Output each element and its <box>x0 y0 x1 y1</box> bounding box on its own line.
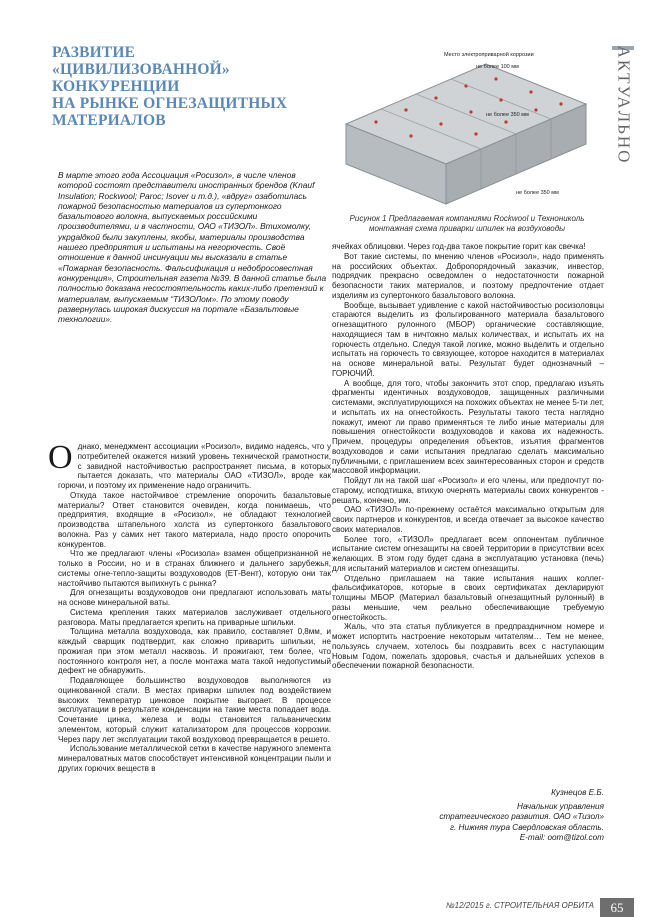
figure-caption: Рисунок 1 Предлагаемая компаниями Rockwool и Технониколь монтажная схема приварки шпилек на воздуховоды <box>349 214 585 233</box>
section-tag <box>612 45 634 165</box>
body-paragraph: Что же предлагают члены «Росизола» взамен общепризнанной не только в России, но и в странах ближнего и дальнего зарубежья, системы огне-тепло-защиты воздуховодов (ЕТ-Вент), которую они так настойчиво пытаются выпихнуть с рынка? <box>58 549 331 588</box>
body-paragraph: Для огнезащиты воздуховодов они предлагают использовать маты на основе минеральной ваты. <box>58 588 331 607</box>
author-signature <box>380 788 604 844</box>
body-paragraph: Отдельно приглашаем на такие испытания наших коллег-фальсификаторов, которые в своих сертификатах декларируют толщины МБОР (Материал базальтовый огнезащитный рулонный) в разы меньшие, чем реально обеспечивающие требуемую огнестойкость. <box>332 573 604 622</box>
author-name: Кузнецов Е.Б. <box>551 788 604 797</box>
author-location: г. Нижняя тура Свердловская область. <box>449 822 604 832</box>
page-footer <box>0 898 648 917</box>
figure-label-350a: не более 350 мм <box>486 112 529 118</box>
body-paragraph: Однако, менеджмент ассоциации «Росизол», видимо надеясь, что у потребителей окажется низкий уровень технической грамотности, с завидной настойчивостью распространяет письма, в которых пытается доказать, что материалы ОАО «ТИЗОЛ», вроде как горючи, и поэтому их применение надо ограничить. <box>48 439 331 490</box>
article-title <box>52 44 332 129</box>
body-paragraph: Откуда такое настойчивое стремление опорочить базальтовые материалы? Ответ становится очевиден, когда понимаешь, что предприятия, входящие в «Росизол», не обладают технологией производства штапельного холста из супертонкого базальтового волокна. Раз у самих нет такого материала, надо просто опорочить конкурентов. <box>58 490 331 549</box>
page-number: 65 <box>600 898 634 917</box>
author-org: стратегического развития. ОАО «Тизол» <box>439 812 604 821</box>
body-left-column <box>48 439 331 774</box>
figure-label-350b: не более 350 мм <box>516 190 559 196</box>
title-line-5: МАТЕРИАЛОВ <box>52 112 166 129</box>
body-paragraph: ячейках облицовки. Через год-два такое покрытие горит как свечка! <box>332 242 586 251</box>
body-paragraph: Более того, «ТИЗОЛ» предлагает всем оппонентам публичное испытание систем огнезащиты на своей территории в присутствии всех желающих. В этом году будет сдана в эксплуатацию установка (печь) для испытаний материалов и систем огнезащиты. <box>332 534 604 573</box>
duct-illustration <box>336 44 594 212</box>
title-line-4: НА РЫНКЕ ОГНЕЗАЩИТНЫХ <box>52 95 288 112</box>
duct-figure <box>336 44 594 212</box>
body-paragraph: А вообще, для того, чтобы закончить этот спор, предлагаю изъять фрагменты идентичных воздуховодов, защищенных различными системами, эксплуатирующихся на похожих объектах не менее 5-ти лет, и испытать их на огнестойкость. Результаты такого теста наглядно покажут, имеют ли право применяться те либо иные материалы для повышения огнестойкости воздуховодов и какова их надежность. Причем, процедуры определения объектов, изъятия фрагментов воздуховодов и сами испытания предлагаю сделать максимально публичными, с приглашением всех заинтересованных сторон и средств массовой информации. <box>332 378 604 476</box>
body-paragraph: Толщина металла воздуховода, как правило, составляет 0,8мм, и каждый сварщик подтвердит, как сложно приварить шпильки, не прожигая при этом металл насквозь. И прожигают, тем более, что постоянного контроля нет, а после монтажа мата такой недопустимый дефект не обнаружить. <box>58 627 331 676</box>
body-paragraph: ОАО «ТИЗОЛ» по-прежнему остаётся максимально открытым для своих партнеров и конкурентов, и всегда отвечает за высокое качество своих материалов. <box>332 505 604 534</box>
section-tag-label: АКТУАЛЬНО <box>614 45 634 165</box>
title-line-3: КОНКУРЕНЦИИ <box>52 78 180 95</box>
lead-paragraph: В марте этого года Ассоциация «Росизол», в числе членов которой состоят представители иностранных брендов (Knauf Insulation; Rockwool; Paroc; Isover и т.д.), «вдруг» озаботилась пожарной безопасностью материалов из супертонкого базальтового волокна, выпускаемых российскими производителями, и в частности, ОАО «ТИЗОЛ». Втихомолку, укрgalдкой были закуплены, якобы, материалы производства нашего предприятия и испытаны на негорючесть. Своё отношение к данной инсинуации мы высказали в статье «Пожарная безопасность. Фальсификация и недобросовестная конкуренция», Строительная газета №39. В данной статье была полностью доказана несостоятельность каких-либо претензий к материалам, выпускаемым “ТИЗОЛом». По этому поводу развернулась широкая дискуссия на портале «Базальтовые технологии». <box>58 170 327 325</box>
figure-label-100: не более 100 мм <box>476 64 519 70</box>
body-right-column <box>332 242 604 671</box>
body-paragraph: Вообще, вызывает удивление с какой настойчивостью росизоловцы стараются выделить из фольгированного материала базальтового огнезащитного рулонного (МБОР) органические составляющие, находящиеся там в ничтожно малых количествах, и испытать их на горючесть отдельно. Следуя такой логике, можно выделить и отдельно испытать на горючесть то связующее, которое находится в материалах на основе минеральной ваты. Результат будет однозначный – ГОРЮЧИЙ. <box>332 300 604 378</box>
body-paragraph: Система крепления таких материалов заслуживает отдельного разговора. Маты предлагается крепить на приварные шпильки. <box>58 607 331 627</box>
author-email: E-mail: oom@tizol.com <box>519 833 604 842</box>
body-paragraph: Подавляющее большинство воздуховодов выполняются из оцинкованной стали. В местах приварки шпилек под воздействием высоких температур цинковое покрытие выгорает. В процессе эксплуатации в результате конденсации на такие места попадает вода. Сочетание цинка, железа и воды становится гальваническим элементом, который служит катализатором для процессов коррозии. Через пару лет эксплуатации такой воздуховод превращается в решето. <box>58 676 331 744</box>
body-paragraph: Использование металлической сетки в качестве наружного элемента минераловатных матов способствует интенсивной концентрации пыли и других горючих веществ в <box>58 744 331 773</box>
author-position: Начальник управления <box>516 801 604 811</box>
title-line-2: «ЦИВИЛИЗОВАННОЙ» <box>52 61 230 78</box>
issue-label: №12/2015 г. СТРОИТЕЛЬНАЯ ОРБИТА <box>445 901 594 910</box>
drop-cap: О <box>48 439 73 476</box>
title-line-1: РАЗВИТИЕ <box>52 44 136 61</box>
body-paragraph: Пойдут ли на такой шаг «Росизол» и его члены, или предпочтут по-старому, исподтишка, втихую очернять материалы своих конкурентов - решать, конечно, им. <box>332 476 604 505</box>
body-paragraph: Жаль, что эта статья публикуется в предпраздничном номере и может испортить настроение некоторым читателям… Тем не менее, пользуясь случаем, хотелось бы поздравить всех с наступающим Новым Годом, пожелать здоровья, счастья и дальнейших успехов в обеспечении пожарной безопасности. <box>332 622 604 671</box>
body-paragraph: Вот такие системы, по мнению членов «Росизол», надо применять на российских объектах. Добропорядочный заказчик, инвестор, подрядчик прекрасно осведомлен о недостаточности пожарной безопасности таких материалов, и поэтому предпочтение отдает изделиям из супертонкого базальтового волокна. <box>332 251 604 300</box>
figure-label-top: Место электроприварной коррозии <box>444 52 534 58</box>
